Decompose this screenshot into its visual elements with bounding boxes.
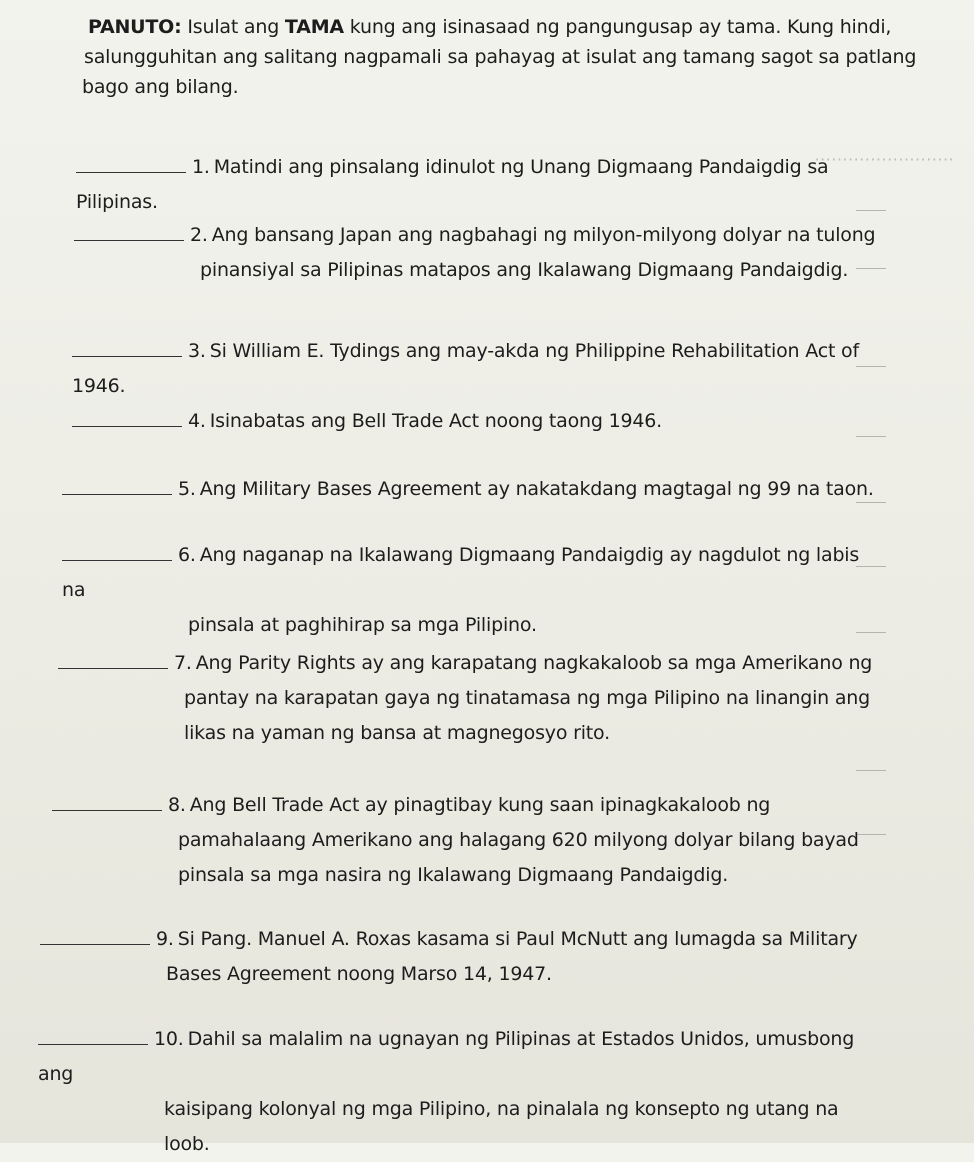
- question-text: loob.: [164, 1133, 210, 1155]
- answer-blank[interactable]: [72, 425, 182, 427]
- answer-blank[interactable]: [52, 809, 162, 811]
- question-text: Isinabatas ang Bell Trade Act noong taong 1946.: [209, 410, 662, 432]
- question-number: 1.: [192, 156, 210, 178]
- instructions-text: kung ang isinasaad ng pangungusap ay tama. Kung hindi,: [343, 16, 892, 38]
- question-text: pamahalaang Amerikano ang halagang 620 milyong dolyar bilang bayad: [178, 829, 859, 851]
- question-text: Ang bansang Japan ang nagbahagi ng milyon-milyong dolyar na tulong: [211, 224, 876, 246]
- question-text: Si William E. Tydings ang may-akda ng Philippine Rehabilitation Act of 1946.: [72, 340, 859, 397]
- instructions-text: bago ang bilang.: [82, 76, 239, 98]
- instructions-emphasis: TAMA: [284, 16, 344, 38]
- question-text: Ang naganap na Ikalawang Digmaang Pandaigdig ay nagdulot ng labis na: [62, 544, 860, 601]
- instructions-label: PANUTO:: [88, 16, 182, 38]
- question-text: pantay na karapatan gaya ng tinatamasa ng mga Pilipino na linangin ang: [184, 687, 870, 709]
- question-number: 9.: [156, 928, 174, 950]
- question-number: 4.: [188, 410, 206, 432]
- answer-blank[interactable]: [62, 493, 172, 495]
- question-item: [76, 150, 896, 220]
- question-number: 6.: [178, 544, 196, 566]
- answer-blank[interactable]: [58, 667, 168, 669]
- question-number: 5.: [178, 478, 196, 500]
- question-item: [58, 646, 878, 751]
- question-number: 8.: [168, 794, 186, 816]
- bleed-through-text: ·························: [814, 150, 954, 169]
- question-text: pinsala sa mga nasira ng Ikalawang Digmaang Pandaigdig.: [178, 864, 729, 886]
- question-text: pinansiyal sa Pilipinas matapos ang Ikalawang Digmaang Pandaigdig.: [200, 259, 849, 281]
- instructions-text: Isulat ang: [181, 16, 285, 38]
- answer-blank[interactable]: [76, 171, 186, 173]
- question-number: 10.: [154, 1028, 184, 1050]
- question-number: 7.: [174, 652, 192, 674]
- question-number: 3.: [188, 340, 206, 362]
- question-text: pinsala at paghihirap sa mga Pilipino.: [188, 614, 537, 636]
- question-text: Bases Agreement noong Marso 14, 1947.: [166, 963, 552, 985]
- question-item: [72, 334, 892, 404]
- question-text: likas na yaman ng bansa at magnegosyo rito.: [184, 722, 610, 744]
- bleed-through-line: [856, 770, 886, 771]
- question-text: Ang Bell Trade Act ay pinagtibay kung saan ipinagkakaloob ng: [189, 794, 771, 816]
- question-text: kaisipang kolonyal ng mga Pilipino, na pinalala ng konsepto ng utang na: [164, 1098, 839, 1120]
- answer-blank[interactable]: [72, 355, 182, 357]
- question-text: Matindi ang pinsalang idinulot ng Unang Digmaang Pandaigdig sa Pilipinas.: [76, 156, 829, 213]
- question-item: [40, 922, 860, 992]
- answer-blank[interactable]: [40, 943, 150, 945]
- instructions-text: salungguhitan ang salitang nagpamali sa pahayag at isulat ang tamang sagot sa patlang: [84, 46, 917, 68]
- question-text: Ang Military Bases Agreement ay nakatakdang magtagal ng 99 na taon.: [199, 478, 874, 500]
- instructions: [82, 12, 948, 102]
- question-item: [38, 1022, 868, 1162]
- question-text: Si Pang. Manuel A. Roxas kasama si Paul McNutt ang lumagda sa Military: [177, 928, 858, 950]
- answer-blank[interactable]: [38, 1043, 148, 1045]
- question-text: Dahil sa malalim na ugnayan ng Pilipinas at Estados Unidos, umusbong ang: [38, 1028, 855, 1085]
- question-item: [62, 472, 882, 507]
- question-item: [52, 788, 872, 893]
- question-item: [72, 404, 892, 439]
- answer-blank[interactable]: [62, 559, 172, 561]
- question-text: Ang Parity Rights ay ang karapatang nagkakaloob sa mga Amerikano ng: [195, 652, 873, 674]
- answer-blank[interactable]: [74, 239, 184, 241]
- question-item: [62, 538, 882, 643]
- question-item: [74, 218, 894, 288]
- question-number: 2.: [190, 224, 208, 246]
